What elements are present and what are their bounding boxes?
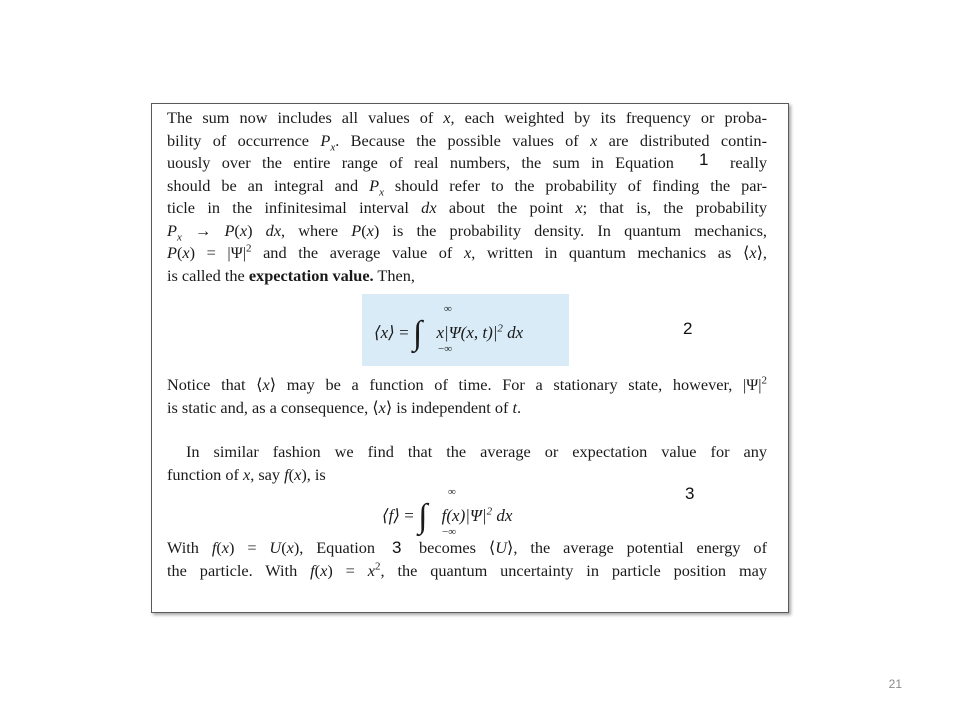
text-line: the particle. With $f(x) = x^2$, the quantum uncertainty in particle position may bbox=[167, 560, 768, 580]
equation-number-3-reference: 3 bbox=[392, 538, 402, 557]
integral-sign: ∫ bbox=[418, 498, 428, 535]
equation-number-3: 3 bbox=[685, 484, 695, 503]
text-line: ticle in the infinitesimal interval dx about the point x; that is, the probability bbox=[167, 198, 768, 217]
text-line: should be an integral and $P_x$ should refer to the probability of finding the par- bbox=[167, 175, 767, 198]
equation-expectation-x: ⟨x⟩ = ∫ ∞ −∞ x|Ψ(x, $t)|^2$ dx bbox=[374, 303, 524, 355]
term-expectation-value: expectation value. bbox=[248, 265, 374, 285]
text-line: bility of occurrence $P_x$. Because the possible values of x are distributed contin- bbox=[167, 130, 767, 153]
paragraph-stationary-state bbox=[167, 374, 767, 419]
text-line: $P(x) = |\Psi|^2$ and the average value of x, written in quantum mechanics as ⟨x⟩, bbox=[167, 242, 767, 262]
text-line: uously over the entire range of real numbers, the sum in Equation really bbox=[167, 153, 767, 172]
text-line: is static and, as a consequence, ⟨x⟩ is independent of t. bbox=[167, 397, 522, 417]
integral-sign: ∫ bbox=[412, 315, 423, 352]
paragraph-potential-energy bbox=[167, 537, 767, 582]
paragraph-expectation-intro bbox=[167, 107, 767, 287]
paragraph-similar-fashion bbox=[167, 441, 767, 486]
slide-page-number: 21 bbox=[888, 677, 902, 691]
textbook-excerpt-frame bbox=[151, 103, 789, 613]
equation-expectation-f: ⟨f⟩ = ∫ ∞ −∞ $f(x)|\Psi|^2$ dx bbox=[382, 486, 513, 538]
equation-number-1: 1 bbox=[699, 150, 709, 169]
text-line: function of x, say f(x), is bbox=[167, 464, 326, 484]
text-line: Notice that ⟨x⟩ may be a function of time. For a stationary state, however, $|\Psi|^2$ bbox=[167, 374, 767, 394]
text-line: With f(x) = U(x), Equation becomes ⟨U⟩, the average potential energy of bbox=[167, 538, 767, 557]
text-line: $P_x \to P(x)$ dx, where P(x) is the probability density. In quantum mechanics, bbox=[167, 220, 767, 243]
text-line: is called the expectation value. Then, bbox=[167, 265, 415, 285]
text-line: The sum now includes all values of x, each weighted by its frequency or proba- bbox=[167, 108, 767, 127]
equation-number-2: 2 bbox=[683, 319, 693, 338]
text-line: In similar fashion we find that the average or expectation value for any bbox=[186, 442, 767, 461]
